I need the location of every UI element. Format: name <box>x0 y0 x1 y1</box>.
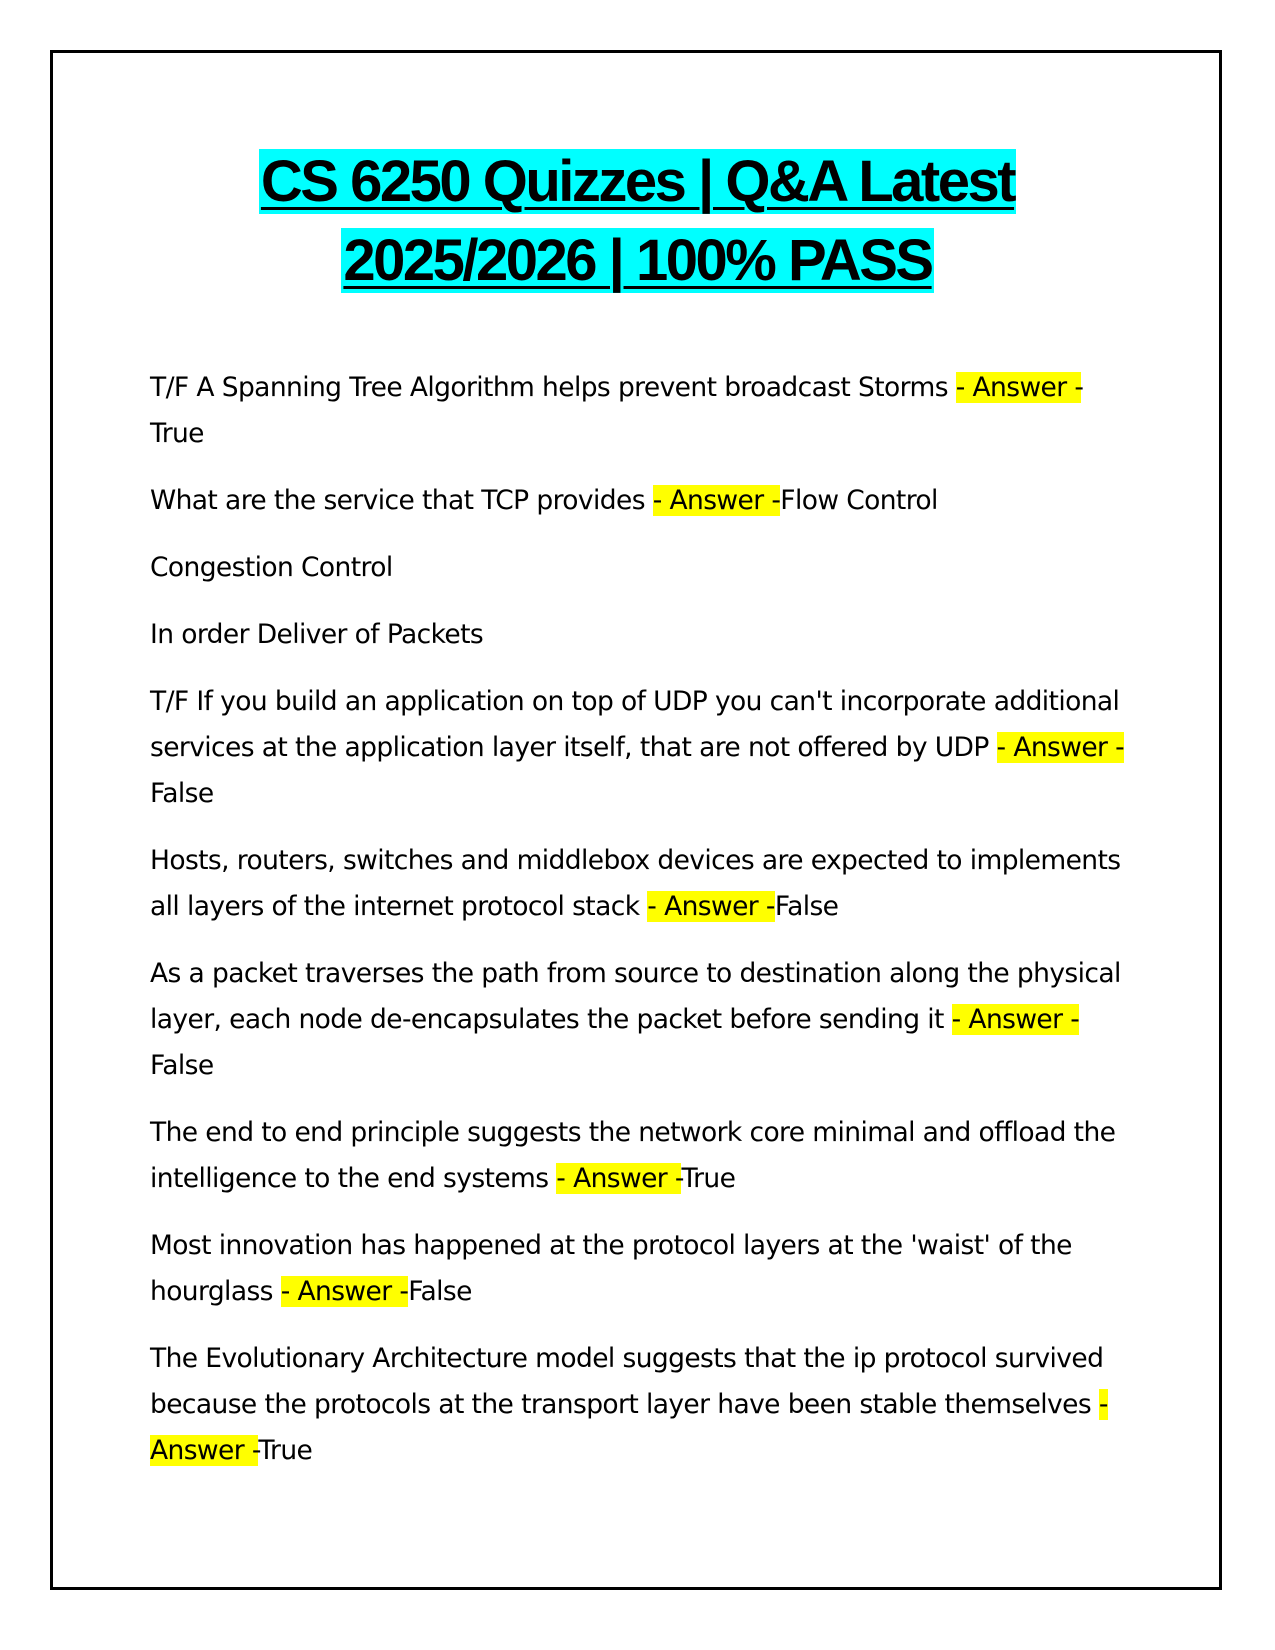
question-text: Most innovation has happened at the protocol layers at the 'waist' of the hourglass <box>150 1230 1072 1307</box>
question-text: As a packet traverses the path from source to destination along the physical layer, each node de-encapsulates the packet before sending it <box>150 958 1121 1035</box>
answer-text: False <box>150 778 214 809</box>
qa-item <box>150 1223 1125 1315</box>
answer-text: True <box>150 418 204 449</box>
answer-marker: - Answer - <box>652 485 781 516</box>
answer-marker: - Answer - <box>556 1163 682 1194</box>
question-text: Hosts, routers, switches and middlebox devices are expected to implements all layers of the internet protocol stack <box>150 845 1121 922</box>
qa-item <box>150 838 1125 930</box>
qa-item <box>150 679 1125 817</box>
title-line-1: CS 6250 Quizzes | Q&A Latest <box>260 149 1015 214</box>
answer-text: True <box>258 1435 313 1466</box>
document-title <box>80 142 1195 300</box>
title-line-2: 2025/2026 | 100% PASS <box>343 228 932 293</box>
qa-item <box>150 478 1125 524</box>
answer-text: False <box>408 1276 472 1307</box>
question-text: What are the service that TCP provides <box>150 485 653 516</box>
question-text: The Evolutionary Architecture model suggests that the ip protocol survived because the protocols at the transport layer have been stable themselves <box>150 1343 1104 1420</box>
qa-item <box>150 365 1125 457</box>
answer-marker: - Answer - <box>280 1276 409 1307</box>
answer-marker: - Answer - <box>951 1004 1080 1035</box>
answer-text: Flow Control <box>780 485 938 516</box>
answer-text: False <box>150 1050 214 1081</box>
question-text: T/F A Spanning Tree Algorithm helps prevent broadcast Storms <box>150 372 956 403</box>
qa-list <box>150 365 1125 1495</box>
answer-continuation: Congestion Control <box>150 552 393 583</box>
question-text: T/F If you build an application on top of UDP you can't incorporate additional services at the application layer itself, that are not offered by UDP <box>150 686 1120 763</box>
answer-text: True <box>681 1163 736 1194</box>
answer-marker: - Answer - <box>996 732 1125 763</box>
answer-marker: - Answer - <box>955 372 1081 403</box>
answer-marker: - Answer - <box>647 891 775 922</box>
answer-text: False <box>774 891 839 922</box>
answer-continuation: In order Deliver of Packets <box>150 619 484 650</box>
qa-item <box>150 1110 1125 1202</box>
qa-item <box>150 951 1125 1089</box>
answer-marker: - Answer - <box>150 1389 1108 1466</box>
question-text: The end to end principle suggests the network core minimal and offload the intelligence to the end systems <box>150 1117 1116 1194</box>
qa-item <box>150 1336 1125 1474</box>
